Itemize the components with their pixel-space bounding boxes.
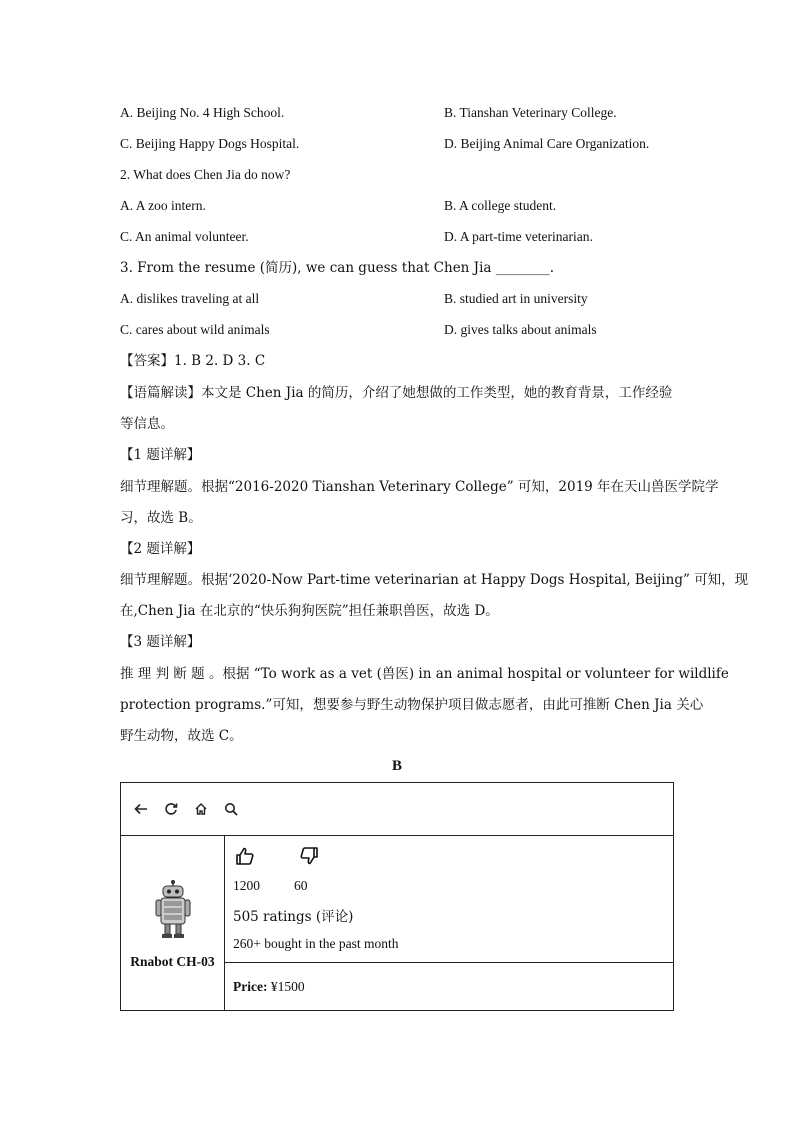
section-b-title: B bbox=[391, 758, 402, 774]
explanation-3-title: 【3 题详解】 bbox=[120, 634, 201, 650]
explanation-3-line2: protection programs.”可知，想要参与野生动物保护项目做志愿者，由此可推断 Chen Jia 关心 bbox=[120, 697, 704, 713]
dislikes-count: 60 bbox=[294, 878, 308, 893]
q2-option-a: A. A zoo intern. bbox=[120, 198, 206, 213]
q2-option-c: C. An animal volunteer. bbox=[120, 229, 249, 244]
product-card bbox=[120, 782, 674, 1011]
product-name: Rnabot CH-03 bbox=[130, 954, 215, 969]
thumbs-down-icon[interactable] bbox=[299, 847, 319, 869]
home-icon[interactable] bbox=[193, 801, 209, 817]
q1-option-c: C. Beijing Happy Dogs Hospital. bbox=[120, 136, 300, 151]
q3-question: 3. From the resume (简历), we can guess that Chen Jia ________. bbox=[120, 260, 555, 276]
explanation-2-line2: 在,Chen Jia 在北京的“快乐狗狗医院”担任兼职兽医，故选 D。 bbox=[120, 603, 499, 619]
price-value: ¥1500 bbox=[267, 978, 305, 994]
product-info bbox=[225, 836, 674, 963]
q1-option-b: B. Tianshan Veterinary College. bbox=[444, 105, 617, 120]
explanation-1-line1: 细节理解题。根据“2016-2020 Tianshan Veterinary College” 可知，2019 年在天山兽医学院学 bbox=[120, 479, 719, 495]
q1-option-a: A. Beijing No. 4 High School. bbox=[120, 105, 285, 120]
refresh-icon[interactable] bbox=[163, 801, 179, 817]
price-label: Price: bbox=[233, 978, 268, 994]
product-image-cell bbox=[121, 836, 225, 1011]
q3-option-a: A. dislikes traveling at all bbox=[120, 291, 260, 306]
explanation-2-title: 【2 题详解】 bbox=[120, 541, 201, 557]
q3-option-b: B. studied art in university bbox=[444, 291, 588, 306]
q2-option-d: D. A part-time veterinarian. bbox=[444, 229, 593, 244]
explanation-1-line2: 习，故选 B。 bbox=[120, 510, 202, 526]
reading-summary-line2: 等信息。 bbox=[120, 416, 174, 432]
price-cell bbox=[225, 963, 674, 1011]
thumbs-up-icon[interactable] bbox=[235, 847, 255, 869]
robot-image[interactable] bbox=[154, 880, 192, 940]
q2-option-b: B. A college student. bbox=[444, 198, 557, 213]
explanation-1-title: 【1 题详解】 bbox=[120, 447, 201, 463]
bought-count: 260+ bought in the past month bbox=[233, 936, 399, 951]
explanation-3-line3: 野生动物，故选 C。 bbox=[120, 728, 243, 744]
search-icon[interactable] bbox=[223, 801, 239, 817]
explanation-2-line1: 细节理解题。根据‘2020-Now Part-time veterinarian at Happy Dogs Hospital, Beijing” 可知，现 bbox=[120, 572, 749, 588]
q2-question: 2. What does Chen Jia do now? bbox=[120, 167, 291, 182]
likes-count: 1200 bbox=[233, 878, 260, 893]
browser-toolbar bbox=[121, 783, 674, 836]
q3-option-c: C. cares about wild animals bbox=[120, 322, 270, 337]
q3-option-d: D. gives talks about animals bbox=[444, 322, 597, 337]
back-arrow-icon[interactable] bbox=[133, 801, 149, 817]
ratings-count: 505 ratings (评论) bbox=[233, 909, 354, 925]
answer-key: 【答案】1. B 2. D 3. C bbox=[120, 353, 266, 369]
reading-summary-line1: 【语篇解读】本文是 Chen Jia 的简历，介绍了她想做的工作类型，她的教育背景，工作经验 bbox=[120, 385, 673, 401]
explanation-3-line1: 推 理 判 断 题 。根据 “To work as a vet (兽医) in an animal hospital or volunteer for wildlife bbox=[120, 666, 729, 682]
q1-option-d: D. Beijing Animal Care Organization. bbox=[444, 136, 650, 151]
